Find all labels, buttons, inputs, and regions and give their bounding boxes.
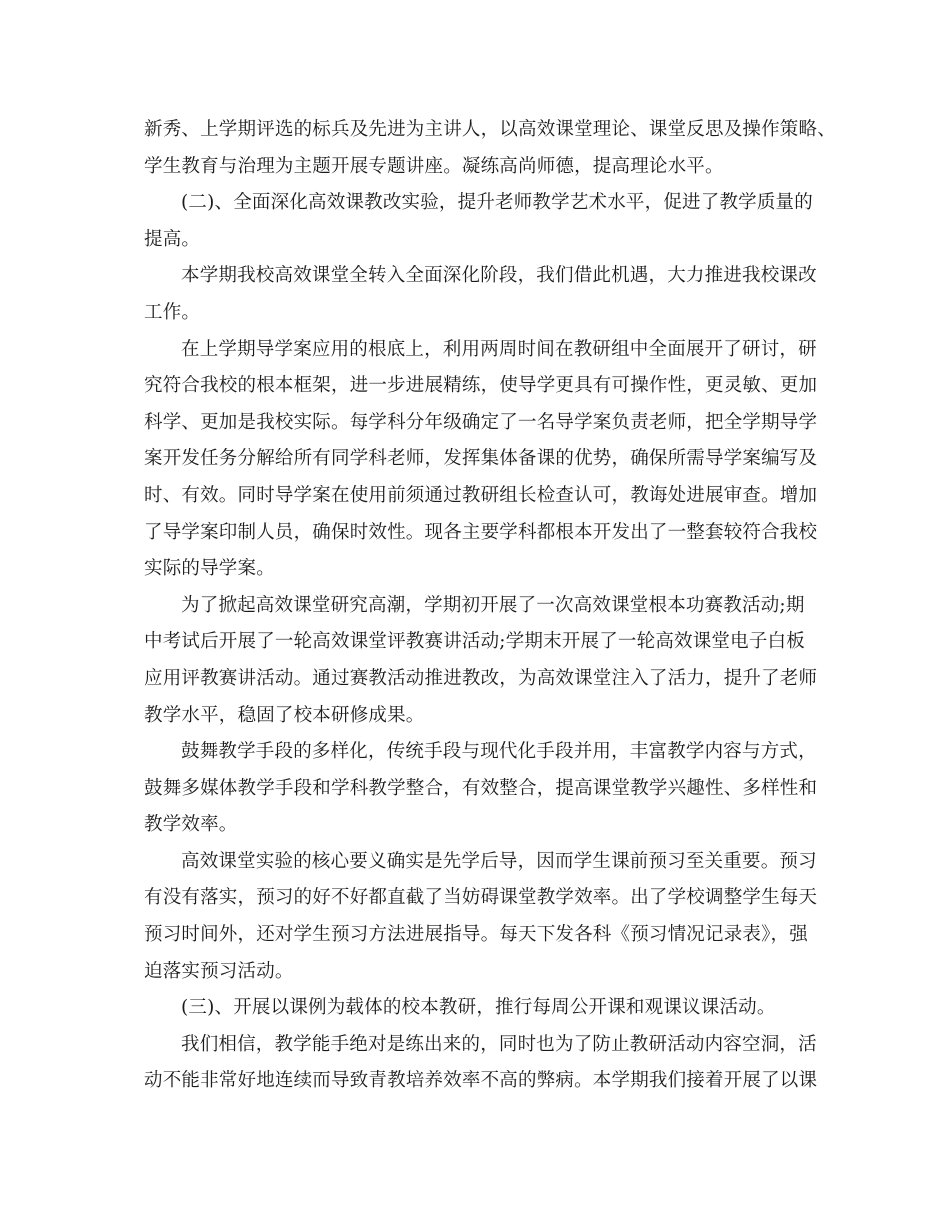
text-line: 中考试后开展了一轮高效课堂评教赛讲活动;学期末开展了一轮高效课堂电子白板 <box>144 631 805 653</box>
text-line: 案开发任务分解给所有同学科老师，发挥集体备课的优势，确保所需导学案编写及 <box>144 448 818 470</box>
text-line: 动不能非常好地连续而导致青教培养效率不高的弊病。本学期我们接着开展了以课 <box>144 1070 818 1092</box>
text-line: 迫落实预习活动。 <box>144 960 294 982</box>
paragraph-start: 为了掀起高效课堂研究高潮，学期初开展了一次高效课堂根本功赛教活动;期 <box>181 594 805 616</box>
text-line: 预习时间外，还对学生预习方法进展指导。每天下发各科《预习情况记录表》，强 <box>144 924 808 946</box>
text-line: 实际的导学案。 <box>144 558 275 580</box>
text-line: 教学水平，稳固了校本研修成果。 <box>144 704 425 726</box>
text-line: 有没有落实，预习的好不好都直截了当妨碍课堂教学效率。出了学校调整学生每天 <box>144 887 818 909</box>
text-line: 教学效率。 <box>144 814 238 836</box>
document-body <box>144 112 836 1100</box>
text-line: 究符合我校的根本框架，进一步进展精练，使导学更具有可操作性，更灵敏、更加 <box>144 375 818 397</box>
paragraph-start: 高效课堂实验的核心要义确实是先学后导，因而学生课前预习至关重要。预习 <box>181 850 817 872</box>
paragraph-start: 我们相信，教学能手绝对是练出来的，同时也为了防止教研活动内容空洞，活 <box>181 1033 817 1055</box>
paragraph-start: 在上学期导学案应用的根底上，利用两周时间在教研组中全面展开了研讨，研 <box>181 338 817 360</box>
text-line: 时、有效。同时导学案在使用前须通过教研组长检查认可，教诲处进展审查。增加 <box>144 484 818 506</box>
text-line: 新秀、上学期评选的标兵及先进为主讲人，以高效课堂理论、课堂反思及操作策略、 <box>144 119 836 140</box>
text-line: 鼓舞多媒体教学手段和学科教学整合，有效整合，提高课堂教学兴趣性、多样性和 <box>144 777 818 799</box>
text-line: 工作。 <box>144 301 201 323</box>
section-heading: (二)、全面深化高效课教改实验，提升老师教学艺术水平，促进了教学质量的 <box>181 192 813 214</box>
text-line: 了导学案印制人员，确保时效性。现各主要学科都根本开发出了一整套较符合我校 <box>144 521 818 543</box>
text-line: 学生教育与治理为主题开展专题讲座。凝练高尚师德，提高理论水平。 <box>144 155 724 177</box>
paragraph-start: 本学期我校高效课堂全转入全面深化阶段，我们借此机遇，大力推进我校课改 <box>181 265 817 287</box>
text-line: 提高。 <box>144 228 201 250</box>
text-line: 应用评教赛讲活动。通过赛教活动推进教改，为高效课堂注入了活力，提升了老师 <box>144 667 818 689</box>
text-line: 科学、更加是我校实际。每学科分年级确定了一名导学案负责老师，把全学期导学 <box>144 411 818 433</box>
paragraph-start: 鼓舞教学手段的多样化，传统手段与现代化手段并用，丰富教学内容与方式， <box>181 741 817 763</box>
section-heading: (三)、开展以课例为载体的校本教研，推行每周公开课和观课议课活动。 <box>181 997 776 1019</box>
